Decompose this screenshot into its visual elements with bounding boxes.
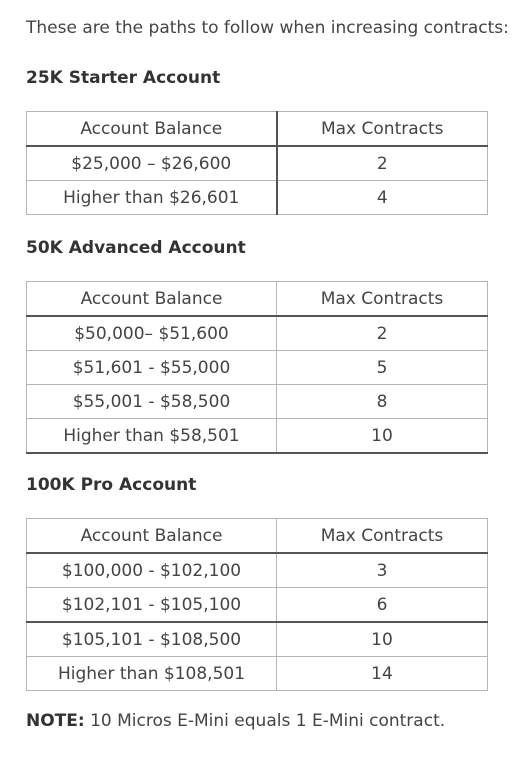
- max-contracts-cell: 10: [277, 419, 488, 454]
- table-header-row: [27, 519, 488, 554]
- column-header-account-balance: Account Balance: [27, 112, 277, 147]
- column-header-max-contracts: Max Contracts: [277, 282, 488, 317]
- balance-cell: $105,101 - $108,500: [27, 622, 277, 657]
- note-text: 10 Micros E-Mini equals 1 E-Mini contract.: [84, 711, 446, 731]
- balance-cell: $50,000– $51,600: [27, 316, 277, 351]
- section-heading-100k: 100K Pro Account: [26, 475, 197, 495]
- max-contracts-cell: 10: [277, 622, 488, 657]
- max-contracts-cell: 3: [277, 553, 488, 588]
- max-contracts-cell: 5: [277, 351, 488, 385]
- max-contracts-cell: 2: [277, 316, 488, 351]
- balance-cell: $25,000 – $26,600: [27, 146, 277, 181]
- table-row: [27, 385, 488, 419]
- table-row: [27, 588, 488, 623]
- column-header-account-balance: Account Balance: [27, 519, 277, 554]
- contracts-table-50k: [26, 281, 488, 454]
- note: [26, 709, 445, 733]
- table-header-row: [27, 112, 488, 147]
- contracts-table-25k: [26, 111, 488, 215]
- note-label: NOTE:: [26, 711, 85, 731]
- balance-cell: $51,601 - $55,000: [27, 351, 277, 385]
- max-contracts-cell: 6: [277, 588, 488, 623]
- table-row: [27, 553, 488, 588]
- table-row: [27, 657, 488, 691]
- balance-cell: $102,101 - $105,100: [27, 588, 277, 623]
- column-header-max-contracts: Max Contracts: [277, 112, 488, 147]
- max-contracts-cell: 2: [277, 146, 488, 181]
- table-row: [27, 351, 488, 385]
- table-header-row: [27, 282, 488, 317]
- balance-cell: $100,000 - $102,100: [27, 553, 277, 588]
- table-row: [27, 419, 488, 454]
- column-header-max-contracts: Max Contracts: [277, 519, 488, 554]
- max-contracts-cell: 14: [277, 657, 488, 691]
- table-row: [27, 181, 488, 215]
- section-heading-25k: 25K Starter Account: [26, 68, 221, 88]
- table-row: [27, 316, 488, 351]
- table-row: [27, 146, 488, 181]
- balance-cell: Higher than $58,501: [27, 419, 277, 454]
- balance-cell: Higher than $26,601: [27, 181, 277, 215]
- balance-cell: $55,001 - $58,500: [27, 385, 277, 419]
- max-contracts-cell: 4: [277, 181, 488, 215]
- contracts-table-100k: [26, 518, 488, 691]
- table-row: [27, 622, 488, 657]
- max-contracts-cell: 8: [277, 385, 488, 419]
- intro-text: These are the paths to follow when increasing contracts:: [26, 18, 509, 38]
- section-heading-50k: 50K Advanced Account: [26, 238, 246, 258]
- column-header-account-balance: Account Balance: [27, 282, 277, 317]
- balance-cell: Higher than $108,501: [27, 657, 277, 691]
